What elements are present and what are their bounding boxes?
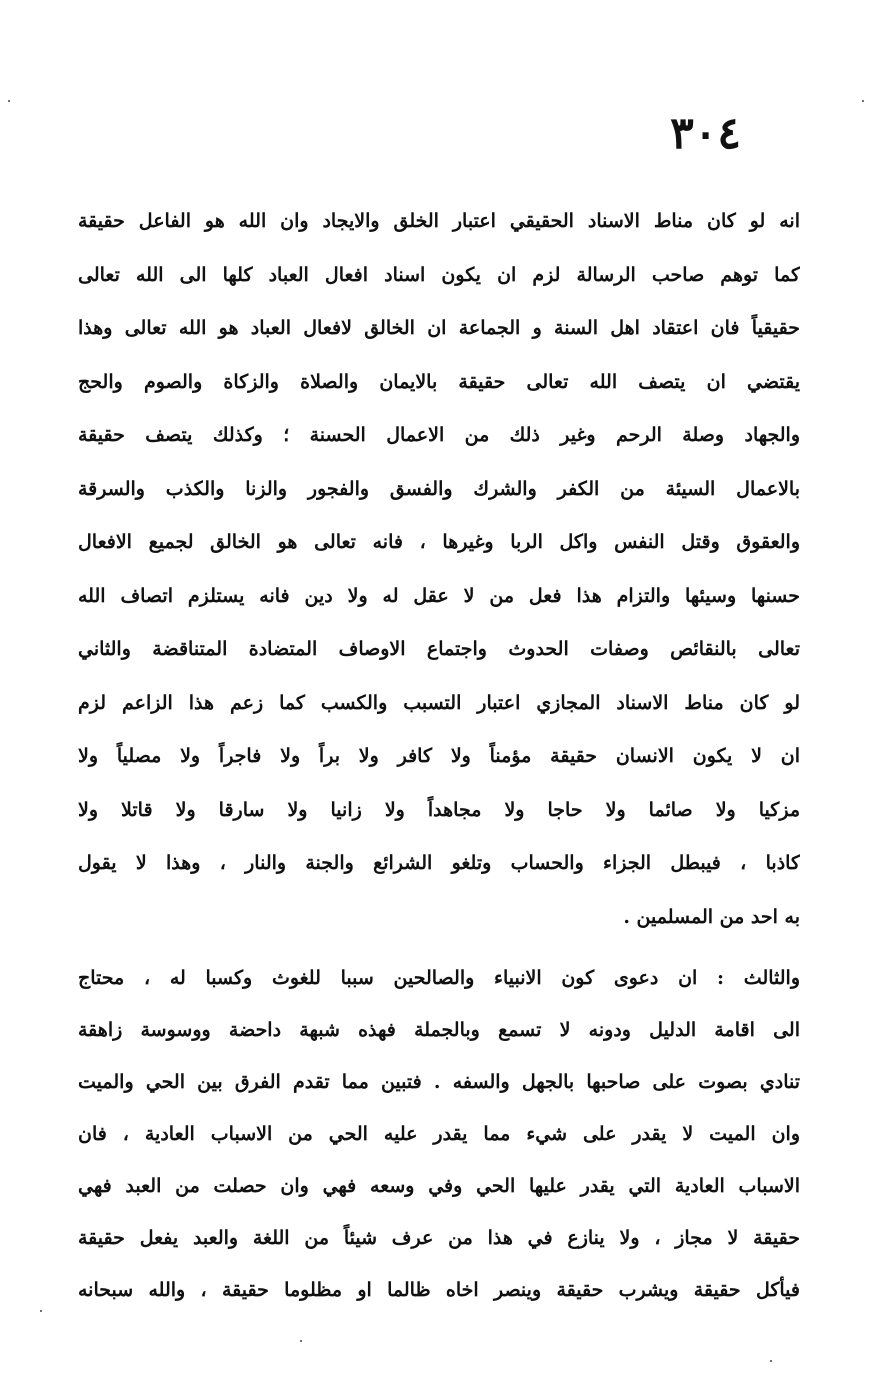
scan-speck [8, 100, 10, 102]
text-line: مزكيا ولا صائما ولا حاجا ولا مجاهداً ولا زانيا ولا سارقا ولا قاتلا ولا [78, 798, 800, 821]
text-line: انه لو كان مناط الاسناد الحقيقي اعتبار الخلق والايجاد وان الله هو الفاعل حقيقة [78, 210, 800, 232]
text-line: يقتضي ان يتصف الله تعالى حقيقة بالايمان والصلاة والزكاة والصوم والحج [78, 370, 800, 393]
text-line: الاسباب العادية التي يقدر عليها الحي وفي وسعه فهي وان حصلت من العبد فهي [78, 1175, 800, 1197]
paragraph-2 [78, 952, 800, 1316]
text-line: ان لا يكون الانسان حقيقة مؤمناً ولا كافر ولا براً ولا فاجراً ولا مصلياً ولا [78, 745, 800, 767]
text-line: الى اقامة الدليل ودونه لا تسمع وبالجملة فهذه شبهة داحضة ووسوسة زاهقة [78, 1019, 800, 1041]
scan-speck [300, 1340, 302, 1342]
paragraph-1 [78, 195, 800, 944]
text-line: وان الميت لا يقدر على شيء مما يقدر عليه الحي من الاسباب العادية ، فان [78, 1123, 800, 1145]
text-line: والعقوق وقتل النفس واكل الربا وغيرها ، فانه تعالى هو الخالق لجميع الافعال [78, 531, 800, 553]
text-line: والثالث : ان دعوى كون الانبياء والصالحين سببا للغوث وكسبا له ، محتاج [78, 967, 800, 989]
text-line: حسنها وسيئها والتزام هذا فعل من لا عقل له ولا دين فانه يستلزم اتصاف الله [78, 584, 800, 607]
text-line: تعالى بالنقائص وصفات الحدوث واجتماع الاوصاف المتضادة المتناقضة والثاني [78, 638, 800, 660]
text-line: به احد من المسلمين . [623, 905, 800, 928]
text-line: بالاعمال السيئة من الكفر والشرك والفسق والفجور والزنا والكذب والسرقة [78, 477, 800, 500]
text-line: تنادي بصوت على صاحبها بالجهل والسفه . فتبين مما تقدم الفرق بين الحي والميت [78, 1071, 800, 1093]
scan-speck [40, 1310, 42, 1312]
text-line: كاذبا ، فيبطل الجزاء والحساب وتلغو الشرائع والجنة والنار ، وهذا لا يقول [78, 852, 800, 874]
scan-speck [862, 100, 864, 102]
text-line: حقيقياً فان اعتقاد اهل السنة و الجماعة ان الخالق لافعال العباد هو الله تعالى وهذا [78, 317, 800, 339]
text-line: فيأكل حقيقة ويشرب حقيقة وينصر اخاه ظالما او مظلوما حقيقة ، والله سبحانه [78, 1279, 800, 1301]
text-line: كما توهم صاحب الرسالة لزم ان يكون اسناد افعال العباد كلها الى الله تعالى [78, 263, 800, 286]
text-line: والجهاد وصلة الرحم وغير ذلك من الاعمال الحسنة ؛ وكذلك يتصف حقيقة [78, 424, 800, 446]
text-line: حقيقة لا مجاز ، ولا ينازع في هذا من عرف شيئاً من اللغة والعبد يفعل حقيقة [78, 1227, 800, 1249]
text-line: لو كان مناط الاسناد المجازي اعتبار التسبب والكسب كما زعم هذا الزاعم لزم [78, 691, 800, 714]
page-number: ٣٠٤ [670, 108, 741, 159]
scan-speck [770, 1360, 772, 1362]
